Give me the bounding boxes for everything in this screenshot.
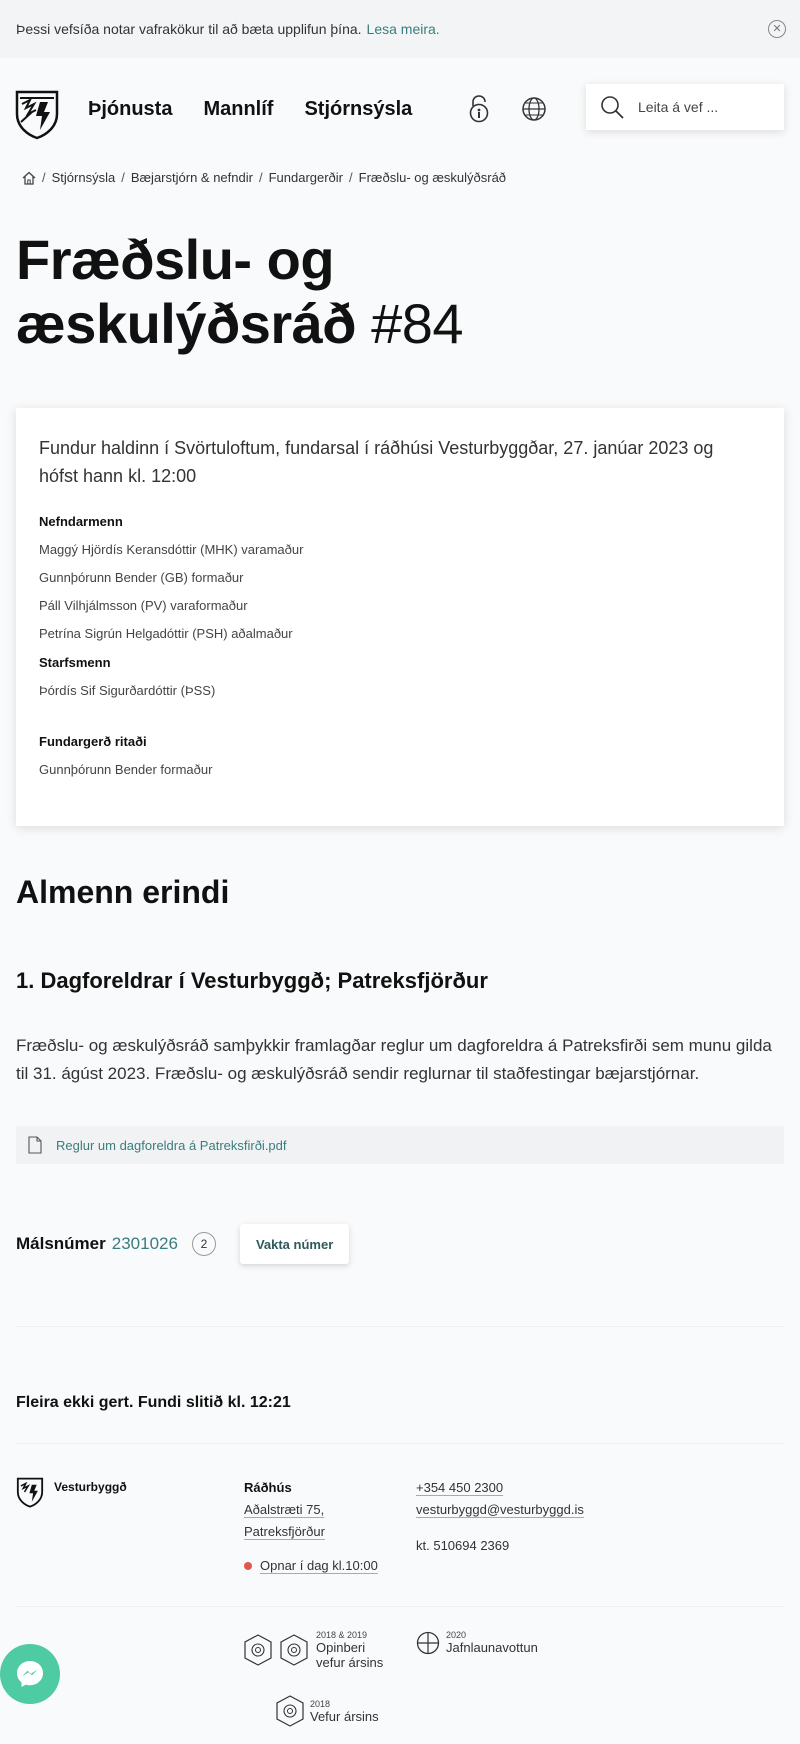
messenger-icon xyxy=(14,1658,46,1690)
page-title xyxy=(16,228,736,356)
home-icon[interactable] xyxy=(22,171,36,185)
status-dot xyxy=(244,1562,252,1570)
member-item: Páll Vilhjálmsson (PV) varaformaður xyxy=(39,598,248,613)
close-icon[interactable]: ✕ xyxy=(768,20,786,38)
breadcrumb-separator: / xyxy=(121,170,125,185)
watch-number-button[interactable]: Vakta númer xyxy=(240,1224,349,1264)
footer-contact xyxy=(416,1477,584,1557)
footer-office xyxy=(244,1477,378,1577)
opening-status xyxy=(244,1555,378,1577)
breadcrumb-link[interactable]: Bæjarstjórn & nefndir xyxy=(130,170,253,185)
minutes-author: Gunnþórunn Bender formaður xyxy=(39,762,213,777)
site-logo[interactable] xyxy=(14,88,60,140)
award-jafnlaunavottun xyxy=(416,1630,538,1655)
award-badge-icon xyxy=(276,1694,304,1728)
staff-item: Þórdís Sif Sigurðardóttir (ÞSS) xyxy=(39,683,216,698)
nav-item-mannlif[interactable]: Mannlíf xyxy=(203,98,274,120)
main-nav xyxy=(88,88,412,130)
case-number-row xyxy=(16,1224,349,1264)
members-heading: Nefndarmenn xyxy=(39,514,123,529)
footer-brand: Vesturbyggð xyxy=(54,1480,127,1494)
breadcrumb-link[interactable]: Stjórnsýsla xyxy=(51,170,116,185)
breadcrumb-separator: / xyxy=(42,170,46,185)
case-label: Málsnúmer xyxy=(16,1234,106,1253)
equal-pay-icon xyxy=(416,1631,440,1655)
award-title: vefur ársins xyxy=(316,1655,384,1670)
section-heading: Almenn erindi xyxy=(16,874,230,910)
member-item: Maggý Hjördís Keransdóttir (MHK) varamaður xyxy=(39,542,304,557)
member-item: Petrína Sigrún Helgadóttir (PSH) aðalmaður xyxy=(39,626,293,641)
cookie-read-more-link[interactable]: Lesa meira. xyxy=(366,21,440,37)
accessibility-button[interactable] xyxy=(461,87,497,131)
member-item: Gunnþórunn Bender (GB) formaður xyxy=(39,570,244,585)
breadcrumb-separator: / xyxy=(258,170,263,185)
breadcrumb-current: Fræðslu- og æskulýðsráð xyxy=(358,170,507,185)
globe-icon xyxy=(521,96,547,122)
office-heading: Ráðhús xyxy=(244,1480,292,1495)
agenda-item-title: 1. Dagforeldrar í Vesturbyggð; Patreksfjörður xyxy=(16,968,488,993)
divider xyxy=(16,1326,784,1327)
award-title: Opinberi xyxy=(316,1640,366,1655)
attachment-file[interactable] xyxy=(16,1126,784,1164)
site-header xyxy=(0,58,800,150)
award-title: Jafnlaunavottun xyxy=(446,1640,538,1655)
search-icon[interactable] xyxy=(600,95,624,119)
breadcrumb-link[interactable]: Fundargerðir xyxy=(268,170,344,185)
case-number-link[interactable]: 2301026 xyxy=(111,1234,178,1253)
crest-icon xyxy=(16,1476,44,1508)
opening-hours-link[interactable]: Opnar í dag kl.10:00 xyxy=(260,1558,378,1573)
attachment-link[interactable]: Reglur um dagforeldra á Patreksfirði.pdf xyxy=(56,1137,287,1153)
award-year: 2018 & 2019 xyxy=(316,1630,368,1640)
document-icon xyxy=(28,1136,42,1154)
meeting-number: #84 xyxy=(371,292,463,355)
award-title: Vefur ársins xyxy=(310,1708,379,1724)
address-line2[interactable]: Patreksfjörður xyxy=(244,1524,325,1539)
case-count-badge: 2 xyxy=(192,1232,216,1256)
search-input[interactable] xyxy=(638,99,768,115)
phone-link[interactable]: +354 450 2300 xyxy=(416,1480,504,1495)
lock-icon xyxy=(467,94,491,124)
agenda-item-text: Fræðslu- og æskulýðsráð samþykkir framlagðar reglur um dagforeldra á Patreksfirði sem munu gilda til 31. ágúst 2023. Fræðslu- og æskulýðsráð sendir reglurnar til staðfestingar bæjarstjórnar. xyxy=(16,1036,772,1083)
staff-heading: Starfsmenn xyxy=(39,655,111,670)
language-button[interactable] xyxy=(516,87,552,131)
breadcrumb-separator: / xyxy=(349,170,353,185)
award-vefur-arsins xyxy=(276,1694,379,1728)
minutes-heading: Fundargerð ritaði xyxy=(39,734,147,749)
divider xyxy=(16,1443,784,1444)
award-year: 2020 xyxy=(446,1630,467,1640)
cookie-text: Þessi vefsíða notar vafrakökur til að bæta upplifun þína. xyxy=(16,21,362,37)
award-badge-icon xyxy=(244,1633,308,1667)
search-box[interactable] xyxy=(586,84,784,130)
nav-item-thjonusta[interactable]: Þjónusta xyxy=(88,98,173,120)
breadcrumb xyxy=(22,170,506,185)
award-year: 2018 xyxy=(310,1698,331,1709)
page-title-line1: Fræðslu- og xyxy=(16,228,335,291)
company-id: kt. 510694 2369 xyxy=(416,1538,510,1553)
messenger-chat-button[interactable] xyxy=(0,1644,60,1704)
closing-note: Fleira ekki gert. Fundi slitið kl. 12:21 xyxy=(16,1394,291,1411)
divider xyxy=(16,1606,784,1607)
meeting-info-card xyxy=(16,408,784,826)
nav-item-stjornsysla[interactable]: Stjórnsýsla xyxy=(304,98,413,120)
footer-logo[interactable] xyxy=(16,1476,127,1508)
crest-icon xyxy=(14,88,60,140)
award-opinberi-vefur xyxy=(244,1630,383,1670)
page-title-line2: æskulýðsráð xyxy=(16,292,356,355)
address-line1[interactable]: Aðalstræti 75, xyxy=(244,1502,325,1517)
meeting-intro: Fundur haldinn í Svörtuloftum, fundarsal í ráðhúsi Vesturbyggðar, 27. janúar 2023 og hófst hann kl. 12:00 xyxy=(39,438,714,486)
email-link[interactable]: vesturbyggd@vesturbyggd.is xyxy=(416,1502,584,1517)
cookie-banner xyxy=(0,0,800,58)
